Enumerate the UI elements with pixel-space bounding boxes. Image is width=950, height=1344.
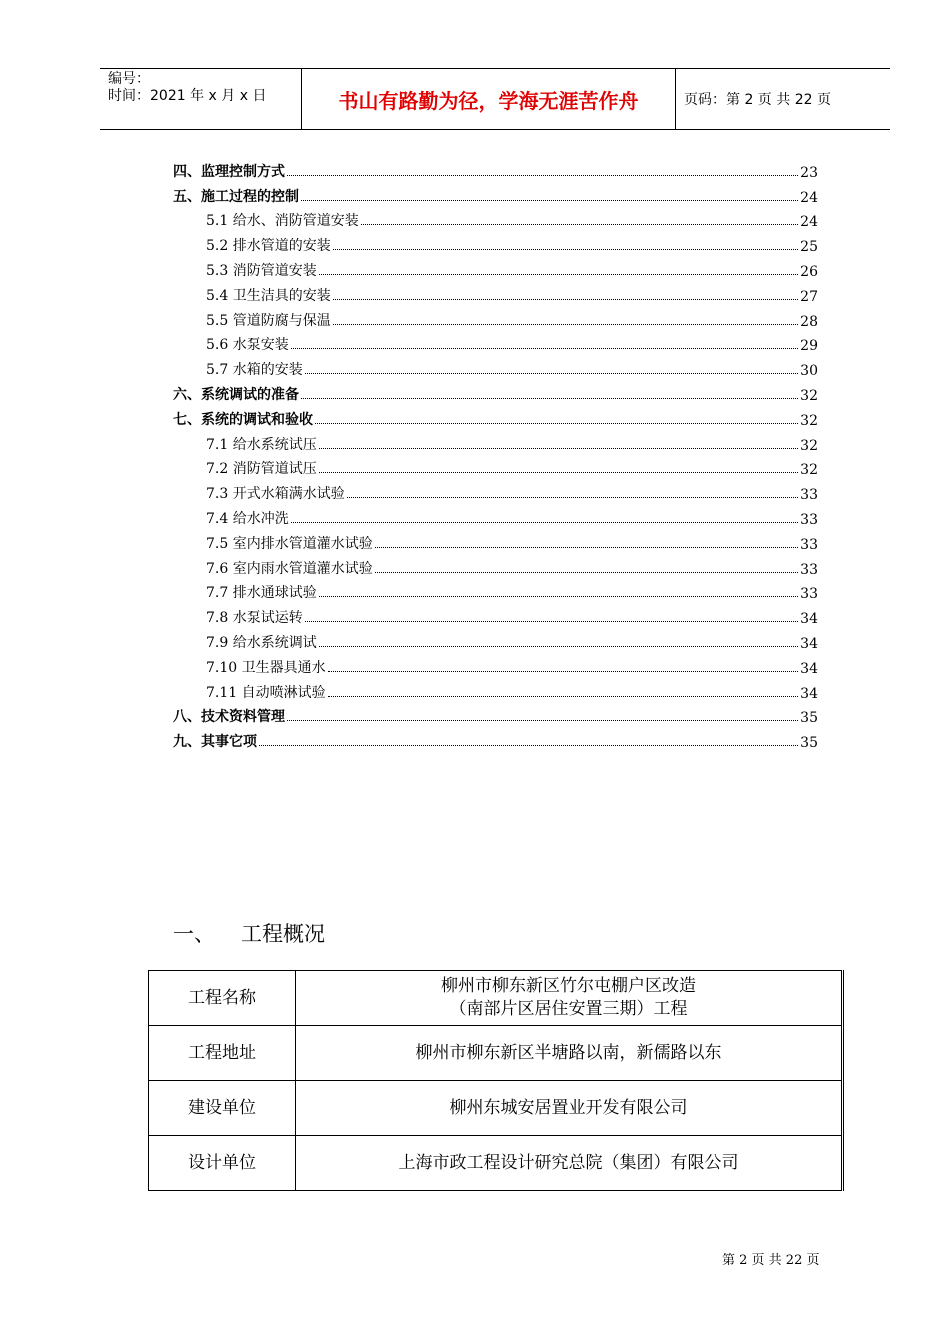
toc-entry[interactable]: [173, 404, 818, 429]
toc-entry-title: 7.6 室内雨水管道灌水试验: [206, 560, 373, 577]
toc-entry-title: 四、监理控制方式: [173, 163, 285, 180]
toc-entry-page: 24: [800, 214, 818, 231]
toc-entry[interactable]: [173, 702, 818, 727]
toc-entry[interactable]: [173, 454, 818, 479]
toc-entry-title: 5.1 给水、消防管道安装: [206, 213, 359, 230]
toc-entry[interactable]: [173, 379, 818, 404]
info-value: [296, 1081, 843, 1136]
toc-entry[interactable]: [173, 305, 818, 330]
toc-entry[interactable]: [173, 578, 818, 603]
info-row: [149, 1136, 843, 1191]
toc-entry-title: 7.2 消防管道试压: [206, 461, 317, 478]
toc-entry-title: 7.5 室内排水管道灌水试验: [206, 535, 373, 552]
toc-leader-dots: [328, 671, 799, 672]
toc-entry-title: 7.11 自动喷淋试验: [206, 684, 326, 701]
info-value-line: 上海市政工程设计研究总院（集团）有限公司: [398, 1152, 739, 1173]
info-value: [296, 1026, 843, 1081]
toc-entry-title: 九、其事它项: [173, 734, 257, 751]
toc-entry-page: 30: [800, 363, 818, 380]
info-value: [296, 971, 843, 1026]
section-number: 一、: [173, 922, 215, 946]
toc-entry[interactable]: [173, 230, 818, 255]
toc-entry[interactable]: [173, 726, 818, 751]
toc-leader-dots: [301, 200, 798, 201]
toc-entry-title: 5.4 卫生洁具的安装: [206, 287, 331, 304]
toc-entry-title: 5.7 水箱的安装: [206, 362, 303, 379]
toc-leader-dots: [319, 448, 798, 449]
toc-leader-dots: [319, 274, 798, 275]
toc-leader-dots: [319, 596, 798, 597]
toc-entry[interactable]: [173, 255, 818, 280]
toc-entry-page: 24: [800, 189, 818, 206]
toc-leader-dots: [305, 373, 798, 374]
toc-entry[interactable]: [173, 354, 818, 379]
info-value-line: （南部片区居住安置三期）工程: [449, 999, 688, 1019]
toc-entry[interactable]: [173, 652, 818, 677]
toc-entry-page: 25: [800, 239, 818, 256]
toc-entry-page: 27: [800, 288, 818, 305]
toc-leader-dots: [301, 398, 798, 399]
toc-entry[interactable]: [173, 677, 818, 702]
toc-entry-page: 32: [800, 462, 818, 479]
info-value-line: 柳州东城安居置业开发有限公司: [449, 1097, 688, 1118]
toc-entry-page: 34: [800, 685, 818, 702]
toc-leader-dots: [291, 522, 798, 523]
info-value-line: 柳州市柳东新区竹尔屯棚户区改造: [441, 976, 696, 996]
section-heading: [173, 918, 325, 948]
toc-entry[interactable]: [173, 181, 818, 206]
toc-entry-title: 5.3 消防管道安装: [206, 262, 317, 279]
info-key: 建设单位: [149, 1081, 296, 1136]
toc-entry[interactable]: [173, 553, 818, 578]
toc-entry-title: 5.5 管道防腐与保温: [206, 312, 331, 329]
toc-entry-page: 33: [800, 511, 818, 528]
toc-entry-title: 5.6 水泵安装: [206, 337, 289, 354]
toc-entry-page: 34: [800, 611, 818, 628]
toc-leader-dots: [305, 621, 798, 622]
toc-entry[interactable]: [173, 330, 818, 355]
toc-entry[interactable]: [173, 478, 818, 503]
toc-entry[interactable]: [173, 429, 818, 454]
header-page-info: 页码：第 2 页 共 22 页: [684, 92, 831, 108]
section-title: 工程概况: [241, 922, 325, 946]
toc-entry-page: 26: [800, 263, 818, 280]
toc-entry-page: 28: [800, 313, 818, 330]
toc-entry-title: 六、系统调试的准备: [173, 386, 299, 403]
toc-entry-title: 八、技术资料管理: [173, 709, 285, 726]
toc-entry-title: 7.4 给水冲洗: [206, 510, 289, 527]
toc-entry-page: 33: [800, 561, 818, 578]
toc-entry-page: 29: [800, 338, 818, 355]
toc-entry[interactable]: [173, 280, 818, 305]
toc-entry-page: 34: [800, 660, 818, 677]
toc-leader-dots: [333, 249, 798, 250]
toc-entry-title: 七、系统的调试和验收: [173, 411, 313, 428]
toc-entry[interactable]: [173, 206, 818, 231]
toc-entry-page: 35: [800, 710, 818, 727]
toc-leader-dots: [333, 299, 798, 300]
toc-entry-title: 五、施工过程的控制: [173, 188, 299, 205]
toc-leader-dots: [287, 175, 798, 176]
header-meta: [108, 71, 298, 105]
toc-entry-title: 7.9 给水系统调试: [206, 634, 317, 651]
time-label: 时间：2021 年 x 月 x 日: [108, 88, 267, 104]
toc-entry-page: 32: [800, 437, 818, 454]
toc-entry-page: 32: [800, 412, 818, 429]
toc-entry-page: 33: [800, 586, 818, 603]
toc-entry-title: 7.8 水泵试运转: [206, 610, 303, 627]
toc-leader-dots: [328, 696, 799, 697]
page-footer: 第 2 页 共 22 页: [722, 1253, 820, 1268]
info-row: [149, 1081, 843, 1136]
info-row: [149, 1026, 843, 1081]
toc-leader-dots: [375, 547, 798, 548]
toc-entry-page: 33: [800, 487, 818, 504]
info-value: [296, 1136, 843, 1191]
toc-entry-page: 32: [800, 387, 818, 404]
header-motto: 书山有路勤为径，学海无涯苦作舟: [338, 88, 639, 113]
toc-entry-page: 34: [800, 635, 818, 652]
toc-leader-dots: [361, 224, 798, 225]
toc-entry-title: 7.10 卫生器具通水: [206, 659, 326, 676]
toc-leader-dots: [319, 646, 798, 647]
toc-entry[interactable]: [173, 528, 818, 553]
toc-leader-dots: [259, 745, 798, 746]
table-of-contents: [173, 156, 818, 751]
toc-entry-title: 7.3 开式水箱满水试验: [206, 486, 345, 503]
toc-entry[interactable]: [173, 627, 818, 652]
info-key: 工程地址: [149, 1026, 296, 1081]
toc-entry-page: 35: [800, 735, 818, 752]
toc-entry[interactable]: [173, 503, 818, 528]
info-value-line: 柳州市柳东新区半塘路以南，新儒路以东: [415, 1042, 722, 1063]
toc-entry[interactable]: [173, 602, 818, 627]
toc-entry-title: 7.7 排水通球试验: [206, 585, 317, 602]
info-row: [149, 971, 843, 1026]
toc-entry-title: 5.2 排水管道的安装: [206, 238, 331, 255]
toc-leader-dots: [375, 572, 798, 573]
toc-leader-dots: [319, 472, 798, 473]
toc-leader-dots: [291, 348, 798, 349]
info-key: 工程名称: [149, 971, 296, 1026]
info-key: 设计单位: [149, 1136, 296, 1191]
project-info-table: [148, 970, 844, 1191]
toc-leader-dots: [347, 497, 798, 498]
page-header: [100, 68, 890, 130]
toc-entry[interactable]: [173, 156, 818, 181]
toc-entry-page: 33: [800, 536, 818, 553]
header-divider: [675, 69, 676, 129]
toc-leader-dots: [333, 324, 798, 325]
toc-entry-title: 7.1 给水系统试压: [206, 436, 317, 453]
toc-leader-dots: [315, 423, 798, 424]
code-label: 编号：: [108, 71, 150, 87]
toc-entry-page: 23: [800, 164, 818, 181]
toc-leader-dots: [287, 720, 798, 721]
